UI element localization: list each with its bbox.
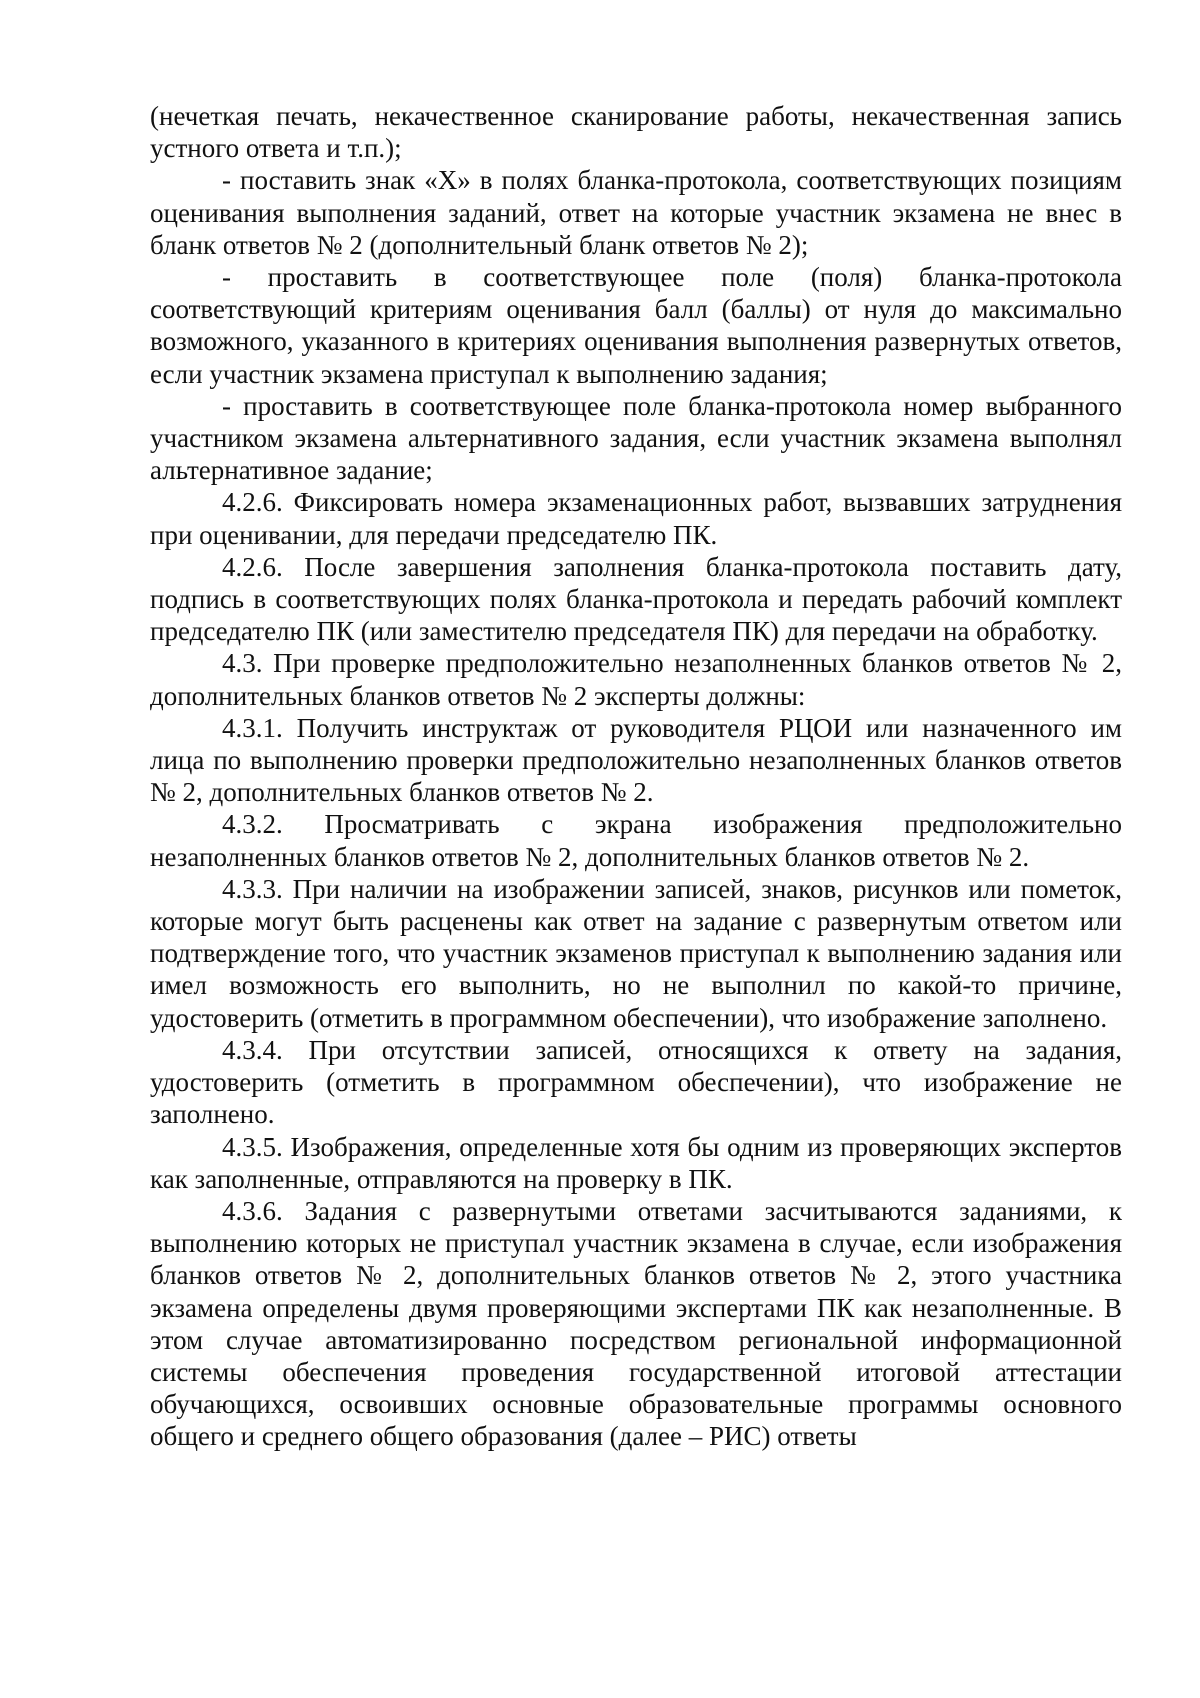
paragraph-4-3-3: 4.3.3. При наличии на изображении записей, знаков, рисунков или пометок, которые могут быть расценены как ответ на задание с развернутым ответом или подтверждение того, что участник экзаменов приступал к выполнению задания или имел возможность его выполнить, но не выполнил по какой-то причине, удостоверить (отметить в программном обеспечении), что изображение заполнено. <box>150 873 1122 1033</box>
paragraph-mark-x: - поставить знак «Х» в полях бланка-протокола, соответствующих позициям оценивания выполнения заданий, ответ на которые участник экзамена не внес в бланк ответов № 2 (дополнительный бланк ответов № 2); <box>150 165 1122 260</box>
paragraph-4-3-4: 4.3.4. При отсутствии записей, относящихся к ответу на задания, удостоверить (отметить в программном обеспечении), что изображение не заполнено. <box>150 1034 1122 1130</box>
paragraph-4-2-6-finish: 4.2.6. После завершения заполнения бланка-протокола поставить дату, подпись в соответствующих полях бланка-протокола и передать рабочий комплект председателю ПК (или заместителю председателя ПК) для передачи на обработку. <box>150 551 1122 647</box>
paragraph-continuation: (нечеткая печать, некачественное сканирование работы, некачественная запись устного ответа и т.п.); <box>150 101 1122 164</box>
paragraph-4-3-6: 4.3.6. Задания с развернутыми ответами засчитываются заданиями, к выполнению которых не приступал участник экзамена в случае, если изображения бланков ответов № 2, дополнительных бланков ответов № 2, этого участника экзамена определены двумя проверяющими экспертами ПК как незаполненные. В этом случае автоматизированно посредством региональной информационной системы обеспечения проведения государственной итоговой аттестации обучающихся, освоивших основные образовательные программы основного общего и среднего общего образования (далее – РИС) ответы <box>150 1195 1122 1452</box>
paragraph-set-score: - проставить в соответствующее поле (поля) бланка-протокола соответствующий критериям оценивания балл (баллы) от нуля до максимально возможного, указанного в критериях оценивания выполнения развернутых ответов, если участник экзамена приступал к выполнению задания; <box>150 262 1122 389</box>
paragraph-alternative-task: - проставить в соответствующее поле бланка-протокола номер выбранного участником экзамена альтернативного задания, если участник экзамена выполнял альтернативное задание; <box>150 390 1122 486</box>
paragraph-4-2-6-record: 4.2.6. Фиксировать номера экзаменационных работ, вызвавших затруднения при оценивании, для передачи председателю ПК. <box>150 487 1122 550</box>
paragraph-4-3-1: 4.3.1. Получить инструктаж от руководителя РЦОИ или назначенного им лица по выполнению проверки предположительно незаполненных бланков ответов № 2, дополнительных бланков ответов № 2. <box>150 712 1122 808</box>
paragraph-4-3-2: 4.3.2. Просматривать с экрана изображения предположительно незаполненных бланков ответов № 2, дополнительных бланков ответов № 2. <box>150 809 1122 872</box>
paragraph-4-3: 4.3. При проверке предположительно незаполненных бланков ответов № 2, дополнительных бланков ответов № 2 эксперты должны: <box>150 648 1122 711</box>
document-page <box>150 100 1122 1453</box>
paragraph-4-3-5: 4.3.5. Изображения, определенные хотя бы одним из проверяющих экспертов как заполненные, отправляются на проверку в ПК. <box>150 1131 1122 1194</box>
